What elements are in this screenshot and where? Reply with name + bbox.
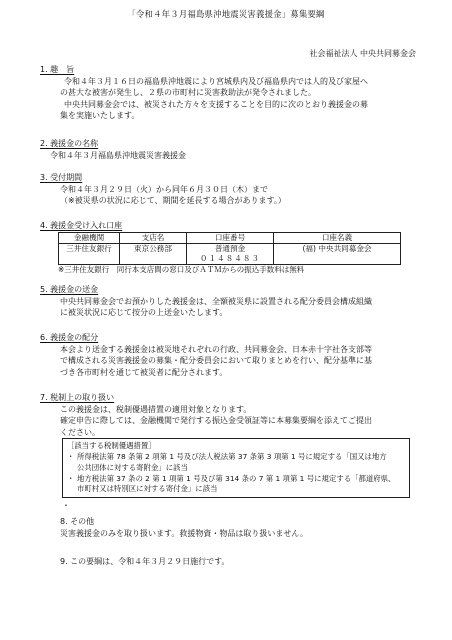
bullet-icon: ・ bbox=[62, 501, 70, 511]
account-number-cell bbox=[187, 243, 274, 265]
section-heading: 1. 趣 旨 bbox=[40, 65, 75, 74]
empty-bullet bbox=[40, 500, 410, 512]
section-heading: 5. 義援金の送金 bbox=[40, 285, 99, 294]
paragraph-line: の甚大な被害が発生し、２県の市町村に災害救助法が発令されました。 bbox=[60, 88, 316, 98]
section-other bbox=[40, 516, 410, 539]
fund-name: 令和４年３月福島県沖地震災害義援金 bbox=[50, 150, 186, 160]
list-item-line: 市町村又は特別区に対する寄付金」に該当 bbox=[77, 484, 218, 494]
section-heading: 3. 受付期間 bbox=[40, 173, 83, 182]
table-header-row bbox=[59, 232, 401, 243]
paragraph-line: 令和４年３月１６日の福島県沖地震により宮城県内及び福島県内では人的及び家屋へ bbox=[64, 76, 368, 86]
section-effective-date bbox=[40, 556, 410, 568]
section-period bbox=[40, 172, 410, 207]
paragraph-line: 中央共同募金会でお預かりした義援金は、全額被災県に設置される配分委員会構成組織 bbox=[60, 296, 372, 306]
paragraph-line: 本会より送金する義援金は被災地それぞれの行政、共同募金会、日本赤十字社各支部等 bbox=[60, 344, 372, 354]
section-fund-name bbox=[40, 138, 410, 161]
account-type: 普通預金 bbox=[214, 243, 246, 253]
paragraph-line: 中央共同募金会では、被災された方々を支援することを目的に次のとおり義援金の募 bbox=[64, 99, 368, 109]
table-row bbox=[59, 243, 401, 265]
list-item bbox=[67, 474, 405, 495]
bank-cell: 三井住友銀行 bbox=[59, 243, 120, 265]
effective-date-line: 9. この要綱は、令和４年３月２９日施行です。 bbox=[60, 557, 230, 566]
bullet-icon: ・ bbox=[67, 473, 75, 483]
account-number: ０１４８４８３ bbox=[199, 254, 261, 264]
list-item-line: 公共団体に対する寄附金」に該当 bbox=[77, 462, 188, 472]
paragraph-line: に被災状況に応じて按分の上送金いたします。 bbox=[60, 308, 228, 318]
organization-name: 社会福祉法人 中央共同募金会 bbox=[309, 49, 416, 58]
section-heading: 7. 税制上の取り扱い bbox=[40, 393, 115, 402]
list-item bbox=[67, 452, 405, 473]
section-tax bbox=[40, 392, 410, 512]
fee-note: ※三井住友銀行 同行本支店間の窓口及びＡＴＭからの振込手数料は無料 bbox=[58, 265, 305, 275]
section-account bbox=[40, 220, 410, 276]
branch-cell: 東京公務部 bbox=[120, 243, 187, 265]
section-heading: 6. 義援金の配分 bbox=[40, 333, 99, 342]
list-item-line: 所得税法第 78 条第 2 項第 1 号及び法人税法第 37 条第 3 項第 1 号に規定する「国又は地方 bbox=[77, 452, 387, 462]
document-title: 「令和４年３月福島県沖地震災害義援金」募集要綱 bbox=[127, 9, 325, 19]
account-table bbox=[58, 232, 401, 266]
period-note: （※被災県の状況に応じて、期間を延長する場合があります。） bbox=[60, 196, 286, 206]
column-header: 口座番号 bbox=[187, 232, 274, 243]
tax-measures-box bbox=[62, 438, 410, 498]
section-remittance bbox=[40, 284, 410, 319]
section-heading: 4. 義援金受け入れ口座 bbox=[40, 221, 123, 230]
paragraph-line: づき各市町村を通じて被災者に配分されます。 bbox=[60, 367, 228, 377]
paragraph-line: ください。 bbox=[60, 427, 100, 437]
period-line: 令和４年３月２９日（火）から同年６月３０日（木）まで bbox=[60, 184, 268, 194]
paragraph-line: 集を実施いたします。 bbox=[60, 111, 140, 121]
account-holder-cell: (福) 中央共同募金会 bbox=[274, 243, 401, 265]
section-purpose bbox=[40, 64, 410, 122]
bullet-icon: ・ bbox=[67, 452, 75, 462]
paragraph-line: 災害義援金のみを取り扱います。救援物資・物品は取り扱いません。 bbox=[60, 528, 308, 538]
paragraph-line: この義援金は、税制優遇措置の適用対象となります。 bbox=[60, 404, 252, 414]
paragraph-line: 確定申告に際しては、金融機関で発行する振込金受領証等に本募集要綱を添えてご提出 bbox=[60, 416, 372, 426]
column-header: 口座名義 bbox=[274, 232, 401, 243]
section-heading: 2. 義援金の名称 bbox=[40, 139, 99, 148]
column-header: 金融機関 bbox=[59, 232, 120, 243]
paragraph-line: で構成される災害義援金の募集・配分委員会において取りまとめを行い、配分基準に基 bbox=[60, 356, 372, 366]
column-header: 支店名 bbox=[120, 232, 187, 243]
section-distribution bbox=[40, 332, 410, 378]
box-title: ［該当する税制優遇措置］ bbox=[67, 441, 156, 451]
section-heading: 8. その他 bbox=[60, 517, 95, 526]
list-item-line: 地方税法第 37 条の 2 第 1 項第 1 号及び第 314 条の 7 第 1 項第 1 号に規定する「都道府県、 bbox=[77, 473, 396, 483]
